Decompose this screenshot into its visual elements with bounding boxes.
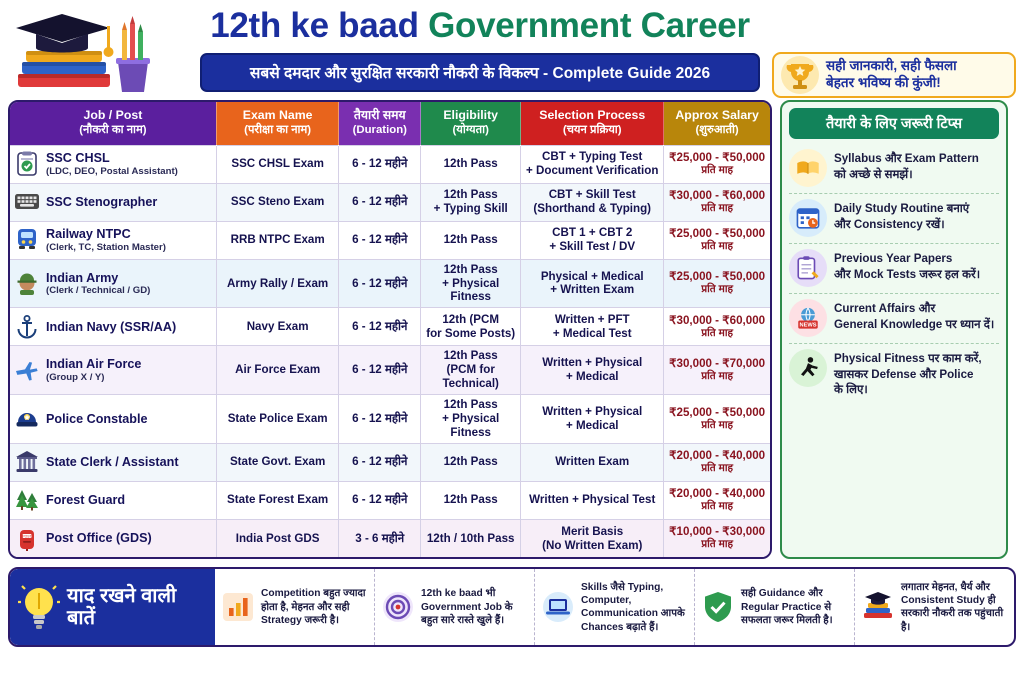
tip-line-1: Syllabus और Exam Pattern — [834, 152, 979, 165]
job-subtitle: (Clerk / Technical / GD) — [46, 285, 151, 297]
cell-salary — [664, 221, 770, 259]
cell-salary — [664, 346, 770, 395]
salary-range: ₹25,000 - ₹50,000 — [669, 405, 766, 419]
job-name: State Clerk / Assistant — [46, 455, 179, 470]
running-person-icon — [789, 349, 827, 387]
tip-item — [789, 244, 999, 294]
footer-label — [10, 569, 215, 645]
cell-salary — [664, 519, 770, 557]
cell-exam-name: State Govt. Exam — [216, 443, 339, 481]
header — [0, 0, 1024, 100]
cell-duration: 6 - 12 महीने — [339, 259, 421, 308]
footer-label-line-1: याद रखने वाली — [67, 585, 177, 608]
cell-duration: 6 - 12 महीने — [339, 308, 421, 346]
cell-selection-process: Written Exam — [521, 443, 664, 481]
cell-selection-process: CBT 1 + CBT 2 + Skill Test / DV — [521, 221, 664, 259]
title-part2: Government Career — [428, 6, 750, 45]
footer-item-text: सही Guidance और Regular Practice से सफलता जरूर मिलती है। — [741, 588, 833, 626]
salary-unit: प्रति माह — [701, 240, 734, 252]
col-header-sub: (योग्यता) — [452, 124, 489, 137]
cell-eligibility: 12th / 10th Pass — [421, 519, 521, 557]
cell-eligibility: 12th Pass + Typing Skill — [421, 183, 521, 221]
job-subtitle: (Clerk, TC, Station Master) — [46, 241, 166, 253]
salary-range: ₹10,000 - ₹30,000 — [669, 525, 766, 539]
job-name: Indian Army — [46, 270, 119, 285]
post-box-icon — [14, 527, 40, 551]
cell-exam-name: Air Force Exam — [216, 346, 339, 395]
cell-job-post — [10, 346, 216, 395]
tip-line-2: खासकर Defense और Police — [834, 367, 974, 381]
header-badge — [772, 52, 1016, 98]
cell-duration: 6 - 12 महीने — [339, 221, 421, 259]
footer-item-text: 12th ke baad भी Government Job के बहुत सारे रास्ते खुले हैं। — [421, 588, 513, 626]
job-name: Indian Navy (SSR/AA) — [46, 319, 177, 334]
salary-unit: प्रति माह — [701, 370, 734, 382]
col-header-label: तैयारी समय — [353, 108, 406, 122]
job-name: SSC CHSL — [46, 151, 110, 166]
cell-job-post — [10, 395, 216, 444]
soldier-icon — [14, 271, 40, 295]
target-icon — [381, 590, 415, 624]
table-row — [10, 145, 770, 183]
tip-line-2: को अच्छे से समझें। — [834, 167, 913, 181]
table-row — [10, 395, 770, 444]
cell-salary — [664, 443, 770, 481]
cell-salary — [664, 395, 770, 444]
table-row — [10, 221, 770, 259]
tip-item — [789, 194, 999, 244]
table-body — [10, 145, 770, 557]
tip-line-1: Daily Study Routine बनाएं — [834, 202, 970, 215]
subtitle-bar: सबसे दमदार और सुरक्षित सरकारी नौकरी के विकल्प - Complete Guide 2026 — [200, 53, 760, 92]
salary-range: ₹20,000 - ₹40,000 — [669, 487, 766, 501]
tip-item — [789, 344, 999, 404]
forest-trees-icon — [14, 488, 40, 512]
col-header-label: Job / Post — [83, 108, 143, 122]
cell-job-post — [10, 259, 216, 308]
table-row — [10, 346, 770, 395]
salary-unit: प्रति माह — [701, 500, 734, 512]
job-name: SSC Stenographer — [46, 194, 158, 209]
col-header-label: Exam Name — [242, 108, 313, 122]
cell-duration: 6 - 12 महीने — [339, 346, 421, 395]
badge-line-2: बेहतर भविष्य की कुंजी! — [826, 75, 941, 90]
footer-item-text: लगातार मेहनत, धैर्य और Consistent Study ही सरकारी नौकरी तक पहुंचाती है। — [901, 581, 1004, 633]
table-col-header-3 — [339, 102, 421, 145]
footer-items — [215, 569, 1014, 645]
tip-line-2: General Knowledge पर ध्यान दें। — [834, 317, 995, 331]
salary-range: ₹25,000 - ₹50,000 — [669, 226, 766, 240]
salary-unit: प्रति माह — [701, 164, 734, 176]
laptop-icon — [541, 590, 575, 624]
cell-selection-process: Physical + Medical + Written Exam — [521, 259, 664, 308]
salary-range: ₹25,000 - ₹50,000 — [669, 150, 766, 164]
tips-card — [780, 100, 1008, 559]
cell-job-post — [10, 481, 216, 519]
cell-duration: 6 - 12 महीने — [339, 145, 421, 183]
title-part1: 12th ke baad — [210, 6, 429, 45]
cell-exam-name: Navy Exam — [216, 308, 339, 346]
table-row — [10, 443, 770, 481]
cell-exam-name: India Post GDS — [216, 519, 339, 557]
clipboard-pencil-icon — [789, 249, 827, 287]
tip-line-1: Current Affairs और — [834, 302, 936, 315]
col-header-label: Eligibility — [443, 108, 499, 122]
jobs-table-card — [8, 100, 772, 559]
cell-job-post — [10, 443, 216, 481]
table-header — [10, 102, 770, 145]
tip-line-2: और Mock Tests जरूर हल करें। — [834, 267, 981, 281]
cell-selection-process: Written + Physical Test — [521, 481, 664, 519]
lightbulb-icon — [18, 582, 60, 632]
svg-text:POST: POST — [22, 533, 32, 538]
footer-label-line-2: बातें — [67, 607, 95, 630]
cell-selection-process: Written + PFT + Medical Test — [521, 308, 664, 346]
table-col-header-5 — [521, 102, 664, 145]
col-header-sub: (चयन प्रक्रिया) — [562, 124, 622, 137]
salary-unit: प्रति माह — [701, 284, 734, 296]
col-header-sub: (नौकरी का नाम) — [79, 124, 147, 137]
jobs-table — [10, 102, 770, 557]
tip-line-3: के लिए। — [834, 383, 868, 397]
tip-line-1: Previous Year Papers — [834, 252, 953, 265]
cell-job-post — [10, 145, 216, 183]
cell-exam-name: SSC Steno Exam — [216, 183, 339, 221]
tip-text — [834, 149, 979, 182]
tips-heading: तैयारी के लिए जरूरी टिप्स — [789, 108, 999, 139]
cell-eligibility: 12th Pass + Physical Fitness — [421, 259, 521, 308]
badge-line-1: सही जानकारी, सही फैसला — [826, 58, 957, 74]
salary-range: ₹30,000 - ₹60,000 — [669, 313, 766, 327]
col-header-label: Approx Salary — [675, 108, 759, 122]
cell-job-post — [10, 308, 216, 346]
col-header-sub: (शुरुआती) — [695, 124, 739, 137]
cell-selection-process: Written + Physical + Medical — [521, 395, 664, 444]
cell-duration: 3 - 6 महीने — [339, 519, 421, 557]
footer-item-text: Skills जैसे Typing, Computer, Communication आपके Chances बढ़ाते हैं। — [581, 581, 685, 633]
footer-item — [695, 569, 855, 645]
footer-label-text — [67, 585, 176, 629]
graduation-cap-books-icon — [10, 4, 160, 100]
cell-exam-name: Army Rally / Exam — [216, 259, 339, 308]
body — [0, 100, 1024, 559]
cell-exam-name: State Forest Exam — [216, 481, 339, 519]
footer-item — [535, 569, 695, 645]
svg-text:NEWS: NEWS — [799, 322, 817, 329]
cell-exam-name: RRB NTPC Exam — [216, 221, 339, 259]
cell-selection-process: CBT + Skill Test (Shorthand & Typing) — [521, 183, 664, 221]
cell-selection-process: Written + Physical + Medical — [521, 346, 664, 395]
cell-exam-name: SSC CHSL Exam — [216, 145, 339, 183]
tip-item — [789, 294, 999, 344]
books-graduation-icon — [861, 590, 895, 624]
title-block — [160, 6, 800, 92]
col-header-label: Selection Process — [539, 108, 646, 122]
police-cap-icon — [14, 407, 40, 431]
cell-duration: 6 - 12 महीने — [339, 395, 421, 444]
table-row — [10, 308, 770, 346]
tip-text — [834, 199, 969, 232]
table-row — [10, 519, 770, 557]
job-subtitle: (LDC, DEO, Postal Assistant) — [46, 165, 178, 177]
table-col-header-6 — [664, 102, 770, 145]
salary-unit: प्रति माह — [701, 202, 734, 214]
cell-salary — [664, 259, 770, 308]
salary-range: ₹30,000 - ₹60,000 — [669, 188, 766, 202]
tip-text — [834, 349, 982, 398]
government-building-icon — [14, 450, 40, 474]
cell-eligibility: 12th Pass — [421, 481, 521, 519]
table-row — [10, 481, 770, 519]
footer-item — [215, 569, 375, 645]
footer-item-text: Competition बहुत ज्यादा होता है, मेहनत और सही Strategy जरूरी है। — [261, 588, 366, 626]
salary-range: ₹25,000 - ₹50,000 — [669, 270, 766, 284]
col-header-sub: (Duration) — [352, 124, 407, 137]
cell-salary — [664, 308, 770, 346]
trophy-icon — [780, 55, 820, 95]
footer — [8, 567, 1016, 647]
page-title — [160, 6, 800, 46]
salary-unit: प्रति माह — [701, 462, 734, 474]
cell-eligibility: 12th Pass + Physical Fitness — [421, 395, 521, 444]
clipboard-check-icon — [14, 152, 40, 176]
cell-duration: 6 - 12 महीने — [339, 481, 421, 519]
job-name: Forest Guard — [46, 493, 126, 508]
cell-salary — [664, 183, 770, 221]
table-col-header-1 — [10, 102, 216, 145]
cell-salary — [664, 481, 770, 519]
table-row — [10, 259, 770, 308]
tips-list — [789, 144, 999, 404]
salary-unit: प्रति माह — [701, 539, 734, 551]
cell-eligibility: 12th (PCM for Some Posts) — [421, 308, 521, 346]
bar-chart-icon — [221, 590, 255, 624]
badge-text — [826, 58, 957, 92]
job-name: Indian Air Force — [46, 357, 142, 372]
news-globe-icon — [789, 299, 827, 337]
calendar-clock-icon — [789, 199, 827, 237]
cell-duration: 6 - 12 महीने — [339, 183, 421, 221]
salary-range: ₹30,000 - ₹70,000 — [669, 356, 766, 370]
cell-eligibility: 12th Pass (PCM for Technical) — [421, 346, 521, 395]
tip-text — [834, 299, 994, 332]
airplane-icon — [14, 358, 40, 382]
cell-duration: 6 - 12 महीने — [339, 443, 421, 481]
tip-line-1: Physical Fitness पर काम करें, — [834, 352, 982, 365]
footer-item — [375, 569, 535, 645]
cell-job-post — [10, 221, 216, 259]
cell-eligibility: 12th Pass — [421, 145, 521, 183]
job-name: Post Office (GDS) — [46, 531, 152, 546]
shield-check-icon — [701, 590, 735, 624]
salary-unit: प्रति माह — [701, 419, 734, 431]
table-col-header-4 — [421, 102, 521, 145]
salary-range: ₹20,000 - ₹40,000 — [669, 449, 766, 463]
table-row — [10, 183, 770, 221]
tip-item — [789, 144, 999, 194]
tip-text — [834, 249, 980, 282]
cell-selection-process: CBT + Typing Test + Document Verification — [521, 145, 664, 183]
cell-eligibility: 12th Pass — [421, 221, 521, 259]
cell-eligibility: 12th Pass — [421, 443, 521, 481]
tip-line-2: और Consistency रखें। — [834, 217, 945, 231]
footer-item — [855, 569, 1014, 645]
cell-job-post — [10, 183, 216, 221]
job-name: Police Constable — [46, 411, 148, 426]
train-icon — [14, 228, 40, 252]
cell-exam-name: State Police Exam — [216, 395, 339, 444]
table-col-header-2 — [216, 102, 339, 145]
col-header-sub: (परीक्षा का नाम) — [244, 124, 312, 137]
open-book-icon — [789, 149, 827, 187]
job-subtitle: (Group X / Y) — [46, 371, 105, 383]
keyboard-icon — [14, 190, 40, 214]
cell-job-post — [10, 519, 216, 557]
cell-selection-process: Merit Basis (No Written Exam) — [521, 519, 664, 557]
salary-unit: प्रति माह — [701, 327, 734, 339]
cell-salary — [664, 145, 770, 183]
anchor-icon — [14, 315, 40, 339]
job-name: Railway NTPC — [46, 227, 131, 242]
